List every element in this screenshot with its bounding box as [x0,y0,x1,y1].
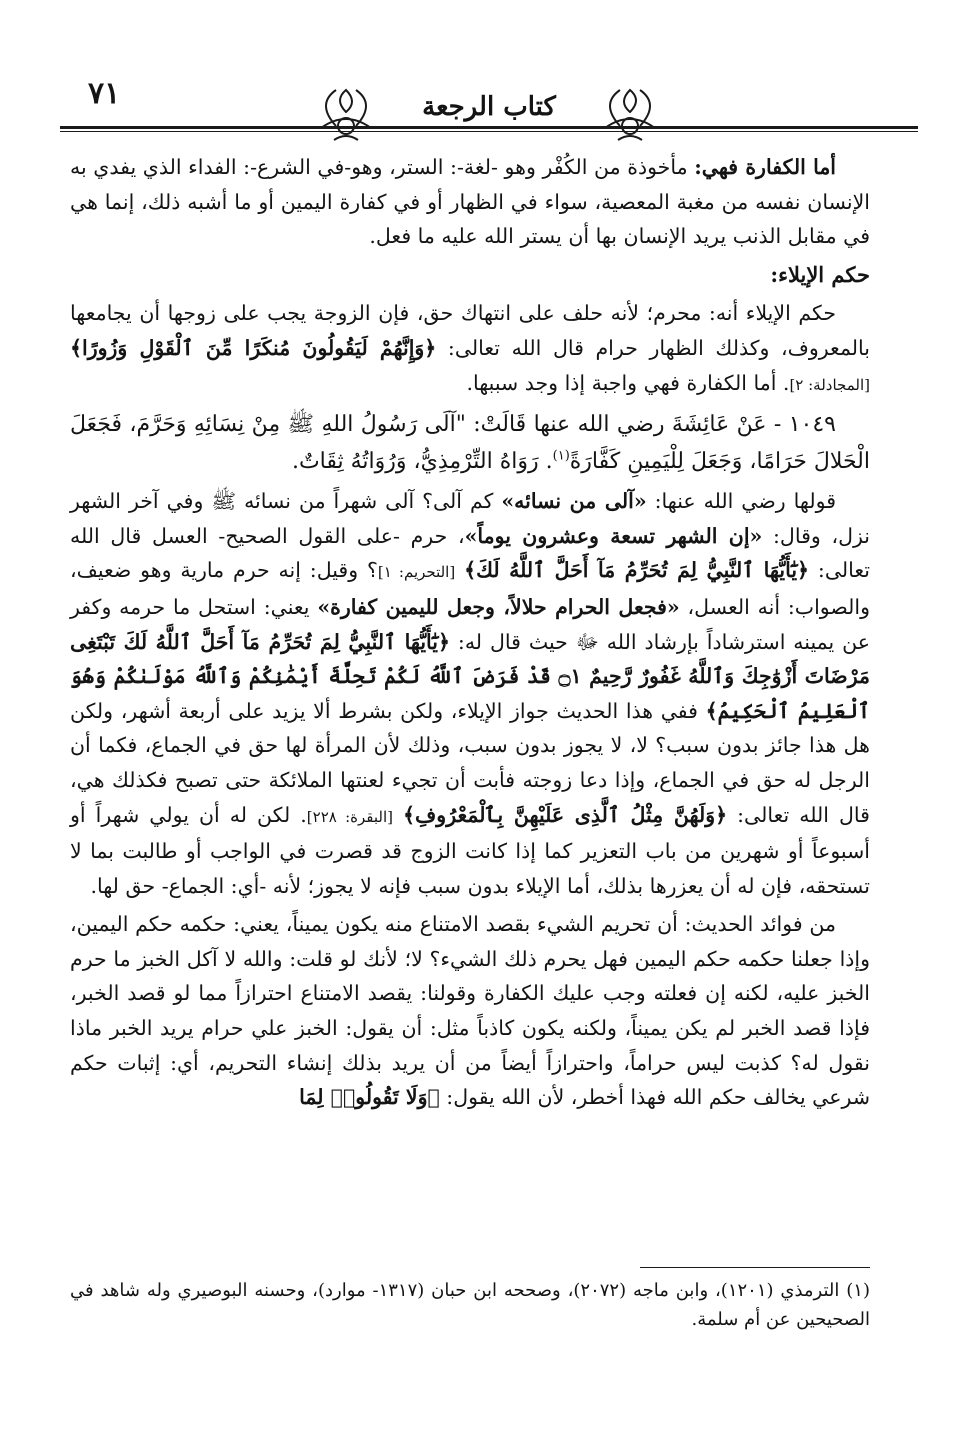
page-header [60,70,918,150]
surah-ref-baqara: [البقرة: ٢٢٨] [306,807,393,826]
page-body [70,150,870,1119]
footnote: (١) الترمذي (١٢٠١)، وابن ماجه (٢٠٧٢)، وصححه ابن حبان (١٣١٧- موارد)، وحسنه البوصيري وله شاهد في الصحيحين عن أم سلمة. [70,1280,870,1330]
surah-ref-mujadila: [المجادلة: ٢] [789,375,870,394]
paragraph-kaffara [70,150,870,254]
commentary-text: قولها رضي الله عنها: [646,489,836,514]
surah-ref-tahrim: [التحريم: ١] [377,563,456,582]
header-rule-thin [60,131,918,132]
commentary-text: يعني: استحل ما حرمه وكفر عن يمينه استرشاداً بإرشاد الله ﷻ حيث قال له: [70,594,870,654]
footnote-divider [640,1267,870,1268]
header-rule [60,126,918,129]
section-heading-ilaa: حكم الإيلاء: [770,261,870,287]
quran-verse-mujadila: ﴿وَإِنَّهُمْ لَيَقُولُونَ مُنكَرًا مِّنَ ٱلْقَوْلِ وَزُورًا﴾ [70,335,437,360]
quoted-phrase: «فجعل الحرام حلالاً، وجعل لليمين كفارة» [317,594,680,619]
paragraph-ilaa-ruling [70,296,870,402]
kaffara-term: أما الكفارة فهي: [694,155,836,179]
kaffara-definition: مأخوذة من الكُفْر وهو -لغة-: الستر، وهو-في الشرع-: الفداء الذي يفدي به الإنسان نفسه من مغبة المعصية، سواء في الظهار أو في كفارة اليمين أو ما أشبه ذلك، إنما هي في مقابل الذنب يريد الإنسان بها أن يستر الله عليه ما فعل. [70,155,870,249]
hadith-narration: . رَوَاهُ التِّرْمِذِيُّ، وَرُوَاتُهُ ثِقَاتٌ. [291,449,553,475]
quran-verse-tahrim-1: ﴿يَٰٓأَيُّهَا ٱلنَّبِيُّ لِمَ تُحَرِّمُ مَآ أَحَلَّ ٱللَّهُ لَكَ﴾ [464,558,810,583]
quoted-phrase: «إن الشهر تسعة وعشرون يوماً» [464,523,763,548]
hadith-1049 [70,406,870,480]
paragraph-commentary [70,484,870,903]
quran-verse-baqara: ﴿وَلَهُنَّ مِثْلُ ٱلَّذِى عَلَيْهِنَّ بِٱلْمَعْرُوفِ﴾ [403,802,728,827]
hadith-text: ١٠٤٩ - عَنْ عَائِشَةَ رضي الله عنها قَالَتْ: "آلَى رَسُولُ اللهِ ﷺ مِنْ نِسَائِهِ وَحَرَّمَ، فَجَعَلَ الْحَلالَ حَرَامًا، وَجَعَلَ لِلْيَمِينِ كَفَّارَةً [70,412,870,475]
commentary-text: ففي هذا الحديث جواز الإيلاء، ولكن بشرط ألا يزيد على أربعة أشهر، ولكن هل هذا جائز بدون سبب؟ لا، لا يجوز بدون سبب، وذلك لأن المرأة لها حق في الجماع، فكما أن الرجل له حق في الجماع، وإذا دعا زوجته فأبت أن تجيء لعنتها الملائكة حتى تصبح فكذلك هي، قال الله تعالى: [70,698,870,827]
commentary-text: كم آلى؟ آلى شهراً من نسائه ﷺ وفي آخر الشهر نزل، وقال: [70,489,870,548]
quoted-phrase: «آلى من نسائه» [501,489,647,514]
quran-verse-nahl: ﴿وَلَا تَقُولُوا۟ لِمَا [299,1085,440,1110]
commentary-text: . لكن له أن يولي شهراً أو أسبوعاً أو شهرين من باب التعزير كما إذا كانت الزوج قد قصرت في الواجب أو طالبت بما لا تستحقه، فإن له أن يعزرها بذلك، أما الإيلاء بدون سبب فإنه لا يجوز؛ لأنه -أي: الجماع- حق لها. [70,802,870,898]
commentary-text: ؟ وقيل: إنه حرم مارية وهو ضعيف، والصواب: أنه العسل، [70,558,870,619]
ilaa-ruling-tail: . أما الكفارة فهي واجبة إذا وجد سببها. [466,370,790,395]
footnote-mark: (١) [552,448,570,464]
book-title: كتاب الرجعة [422,92,556,122]
quran-verse-tahrim-1-2: ﴿يَٰٓأَيُّهَا ٱلنَّبِيُّ لِمَ تُحَرِّمُ مَآ أَحَلَّ ٱللَّهُ لَكَ تَبْتَغِى مَرْضَاتَ أَزْوَٰجِكَ وَٱللَّهُ غَفُورٌ رَّحِيمٌ ۝١ قَدْ فَرَضَ ٱللَّهُ لَكُمْ تَحِلَّةَ أَيْمَٰنِكُمْ وَٱللَّهُ مَوْلَىٰكُمْ وَهُوَ ٱلْعَلِيمُ ٱلْحَكِيمُ﴾ [70,629,870,723]
commentary-text: ، حرم -على القول الصحيح- العسل قال الله تعالى: [70,523,870,583]
page-number: ٧١ [88,76,121,111]
paragraph-benefits [70,907,870,1115]
right-ornament-icon [600,70,710,150]
ilaa-ruling-text: حكم الإيلاء أنه: محرم؛ لأنه حلف على انتهاك حق، فإن الزوجة يجب على زوجها أن يجامعها بالمعروف، وكذلك الظهار حرام قال الله تعالى: [70,301,870,360]
benefits-text: من فوائد الحديث: أن تحريم الشيء بقصد الامتناع منه يكون يميناً، يعني: حكمه حكم اليمين، وإذا جعلنا حكمه حكم اليمين فهل يحرم ذلك الشيء؟ لا؛ لأنك لو قلت: والله لا آكل الخبز ما حرم الخبز عليه، لكنه إن فعلته وجب عليك الكفارة وقولنا: يقصد الامتناع احترازاً مما لو قصد الخبر، فإذا قصد الخبر لم يكن يميناً، ولكنه يكون كاذباً مثل: أن يقول: الخبز علي حرام يريد الخبر ماذا نقول له؟ كذبت ليس حراماً، واحترازاً أيضاً من أن يريد بذلك إنشاء التحريم، أي: إثبات حكم شرعي يخالف حكم الله فهذا أخطر، لأن الله يقول: [70,912,870,1110]
